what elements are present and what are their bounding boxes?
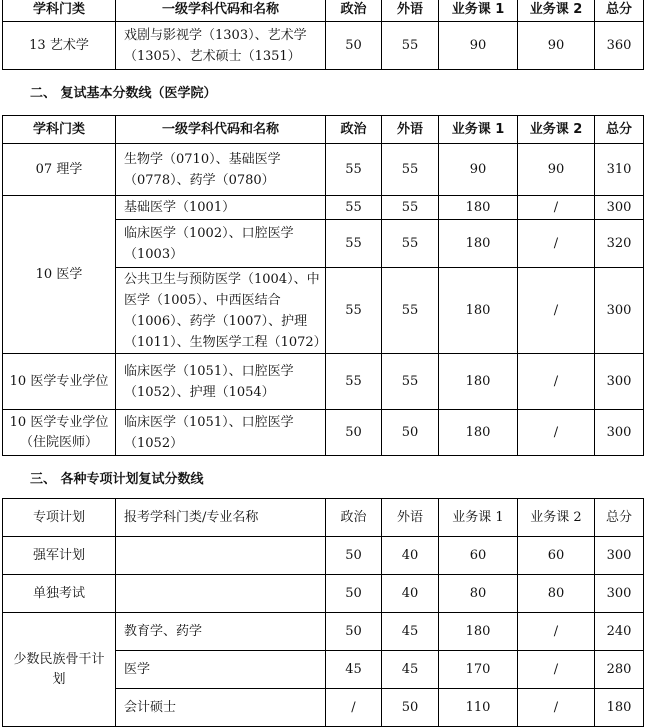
politics-cell: 50 — [326, 575, 382, 613]
foreign-cell: 55 — [382, 144, 439, 196]
course2-cell: / — [518, 651, 595, 689]
course1-cell: 180 — [439, 268, 518, 354]
names-cell: 教育学、药学 — [116, 613, 326, 651]
table-row — [3, 575, 644, 613]
course1-cell: 80 — [439, 575, 518, 613]
foreign-cell: 45 — [382, 651, 439, 689]
foreign-cell: 55 — [382, 354, 439, 410]
course2-cell: 60 — [518, 537, 595, 575]
politics-cell: 55 — [326, 144, 382, 196]
header-course1: 业务课 1 — [439, 499, 518, 537]
table-row — [3, 354, 644, 410]
course1-cell: 110 — [439, 689, 518, 727]
politics-cell: 50 — [326, 613, 382, 651]
total-cell: 300 — [595, 575, 644, 613]
header-foreign: 外语 — [382, 0, 439, 22]
header-names: 报考学科门类/专业名称 — [116, 499, 326, 537]
header-course2: 业务课 2 — [518, 499, 595, 537]
foreign-cell: 40 — [382, 537, 439, 575]
header-total: 总分 — [595, 116, 644, 144]
politics-cell: 50 — [326, 537, 382, 575]
course1-cell: 180 — [439, 196, 518, 220]
total-cell: 320 — [595, 220, 644, 268]
politics-cell: 55 — [326, 196, 382, 220]
names-cell: 基础医学（1001） — [116, 196, 326, 220]
table-special-plan-score-lines — [2, 498, 644, 727]
header-category: 学科门类 — [3, 116, 116, 144]
section-3-heading: 三、 各种专项计划复试分数线 — [30, 472, 204, 487]
section-2-heading: 二、 复试基本分数线（医学院） — [30, 86, 217, 101]
course2-cell: 80 — [518, 575, 595, 613]
table-header-row — [3, 116, 644, 144]
foreign-cell: 55 — [382, 196, 439, 220]
names-cell: 临床医学（1002）、口腔医学（1003） — [116, 220, 326, 268]
header-politics: 政治 — [326, 0, 382, 22]
course2-cell: / — [518, 354, 595, 410]
total-cell: 300 — [595, 268, 644, 354]
table-row — [3, 613, 644, 651]
names-cell: 临床医学（1051）、口腔医学（1052） — [116, 410, 326, 456]
course1-cell: 180 — [439, 613, 518, 651]
politics-cell: 55 — [326, 268, 382, 354]
table-row — [3, 144, 644, 196]
course2-cell: / — [518, 689, 595, 727]
foreign-cell: 55 — [382, 268, 439, 354]
politics-cell: 55 — [326, 354, 382, 410]
course2-cell: / — [518, 196, 595, 220]
category-cell: 少数民族骨干计划 — [3, 613, 116, 727]
table-medical-score-lines — [2, 115, 644, 456]
header-course2: 业务课 2 — [518, 0, 595, 22]
table-header-row — [3, 0, 644, 22]
names-cell — [116, 575, 326, 613]
foreign-cell: 40 — [382, 575, 439, 613]
category-cell: 强军计划 — [3, 537, 116, 575]
header-total: 总分 — [595, 0, 644, 22]
total-cell: 180 — [595, 689, 644, 727]
politics-cell: 50 — [326, 22, 382, 70]
foreign-cell: 55 — [382, 22, 439, 70]
total-cell: 300 — [595, 354, 644, 410]
foreign-cell: 45 — [382, 613, 439, 651]
category-cell: 07 理学 — [3, 144, 116, 196]
header-names: 一级学科代码和名称 — [116, 0, 326, 22]
names-cell: 临床医学（1051）、口腔医学（1052）、护理（1054） — [116, 354, 326, 410]
header-politics: 政治 — [326, 499, 382, 537]
header-foreign: 外语 — [382, 499, 439, 537]
politics-cell: 45 — [326, 651, 382, 689]
header-course1: 业务课 1 — [439, 116, 518, 144]
names-cell — [116, 537, 326, 575]
course2-cell: 90 — [518, 144, 595, 196]
politics-cell: 55 — [326, 220, 382, 268]
total-cell: 240 — [595, 613, 644, 651]
course1-cell: 170 — [439, 651, 518, 689]
header-category: 专项计划 — [3, 499, 116, 537]
header-course2: 业务课 2 — [518, 116, 595, 144]
total-cell: 300 — [595, 537, 644, 575]
politics-cell: 50 — [326, 410, 382, 456]
total-cell: 280 — [595, 651, 644, 689]
names-cell: 会计硕士 — [116, 689, 326, 727]
category-cell: 10 医学专业学位（住院医师） — [3, 410, 116, 456]
table-header-row — [3, 499, 644, 537]
course1-cell: 180 — [439, 354, 518, 410]
table-row — [3, 196, 644, 220]
foreign-cell: 55 — [382, 220, 439, 268]
table-row — [3, 22, 644, 70]
header-politics: 政治 — [326, 116, 382, 144]
politics-cell: / — [326, 689, 382, 727]
header-total: 总分 — [595, 499, 644, 537]
total-cell: 300 — [595, 410, 644, 456]
category-cell: 13 艺术学 — [3, 22, 116, 70]
table-art-score-lines — [2, 0, 644, 70]
total-cell: 300 — [595, 196, 644, 220]
names-cell: 戏剧与影视学（1303）、艺术学（1305）、艺术硕士（1351） — [116, 22, 326, 70]
course2-cell: / — [518, 268, 595, 354]
category-cell: 单独考试 — [3, 575, 116, 613]
course1-cell: 90 — [439, 144, 518, 196]
table-row — [3, 537, 644, 575]
course1-cell: 180 — [439, 410, 518, 456]
names-cell: 生物学（0710）、基础医学（0778）、药学（0780） — [116, 144, 326, 196]
total-cell: 310 — [595, 144, 644, 196]
foreign-cell: 50 — [382, 689, 439, 727]
course2-cell: 90 — [518, 22, 595, 70]
category-cell: 10 医学 — [3, 196, 116, 354]
names-cell: 医学 — [116, 651, 326, 689]
foreign-cell: 50 — [382, 410, 439, 456]
course2-cell: / — [518, 613, 595, 651]
course1-cell: 90 — [439, 22, 518, 70]
course1-cell: 60 — [439, 537, 518, 575]
header-names: 一级学科代码和名称 — [116, 116, 326, 144]
course2-cell: / — [518, 220, 595, 268]
category-cell: 10 医学专业学位 — [3, 354, 116, 410]
course2-cell: / — [518, 410, 595, 456]
total-cell: 360 — [595, 22, 644, 70]
header-foreign: 外语 — [382, 116, 439, 144]
table-row — [3, 410, 644, 456]
header-course1: 业务课 1 — [439, 0, 518, 22]
header-category: 学科门类 — [3, 0, 116, 22]
names-cell: 公共卫生与预防医学（1004）、中医学（1005）、中西医结合（1006）、药学（1007）、护理（1011）、生物医学工程（1072） — [116, 268, 326, 354]
course1-cell: 180 — [439, 220, 518, 268]
